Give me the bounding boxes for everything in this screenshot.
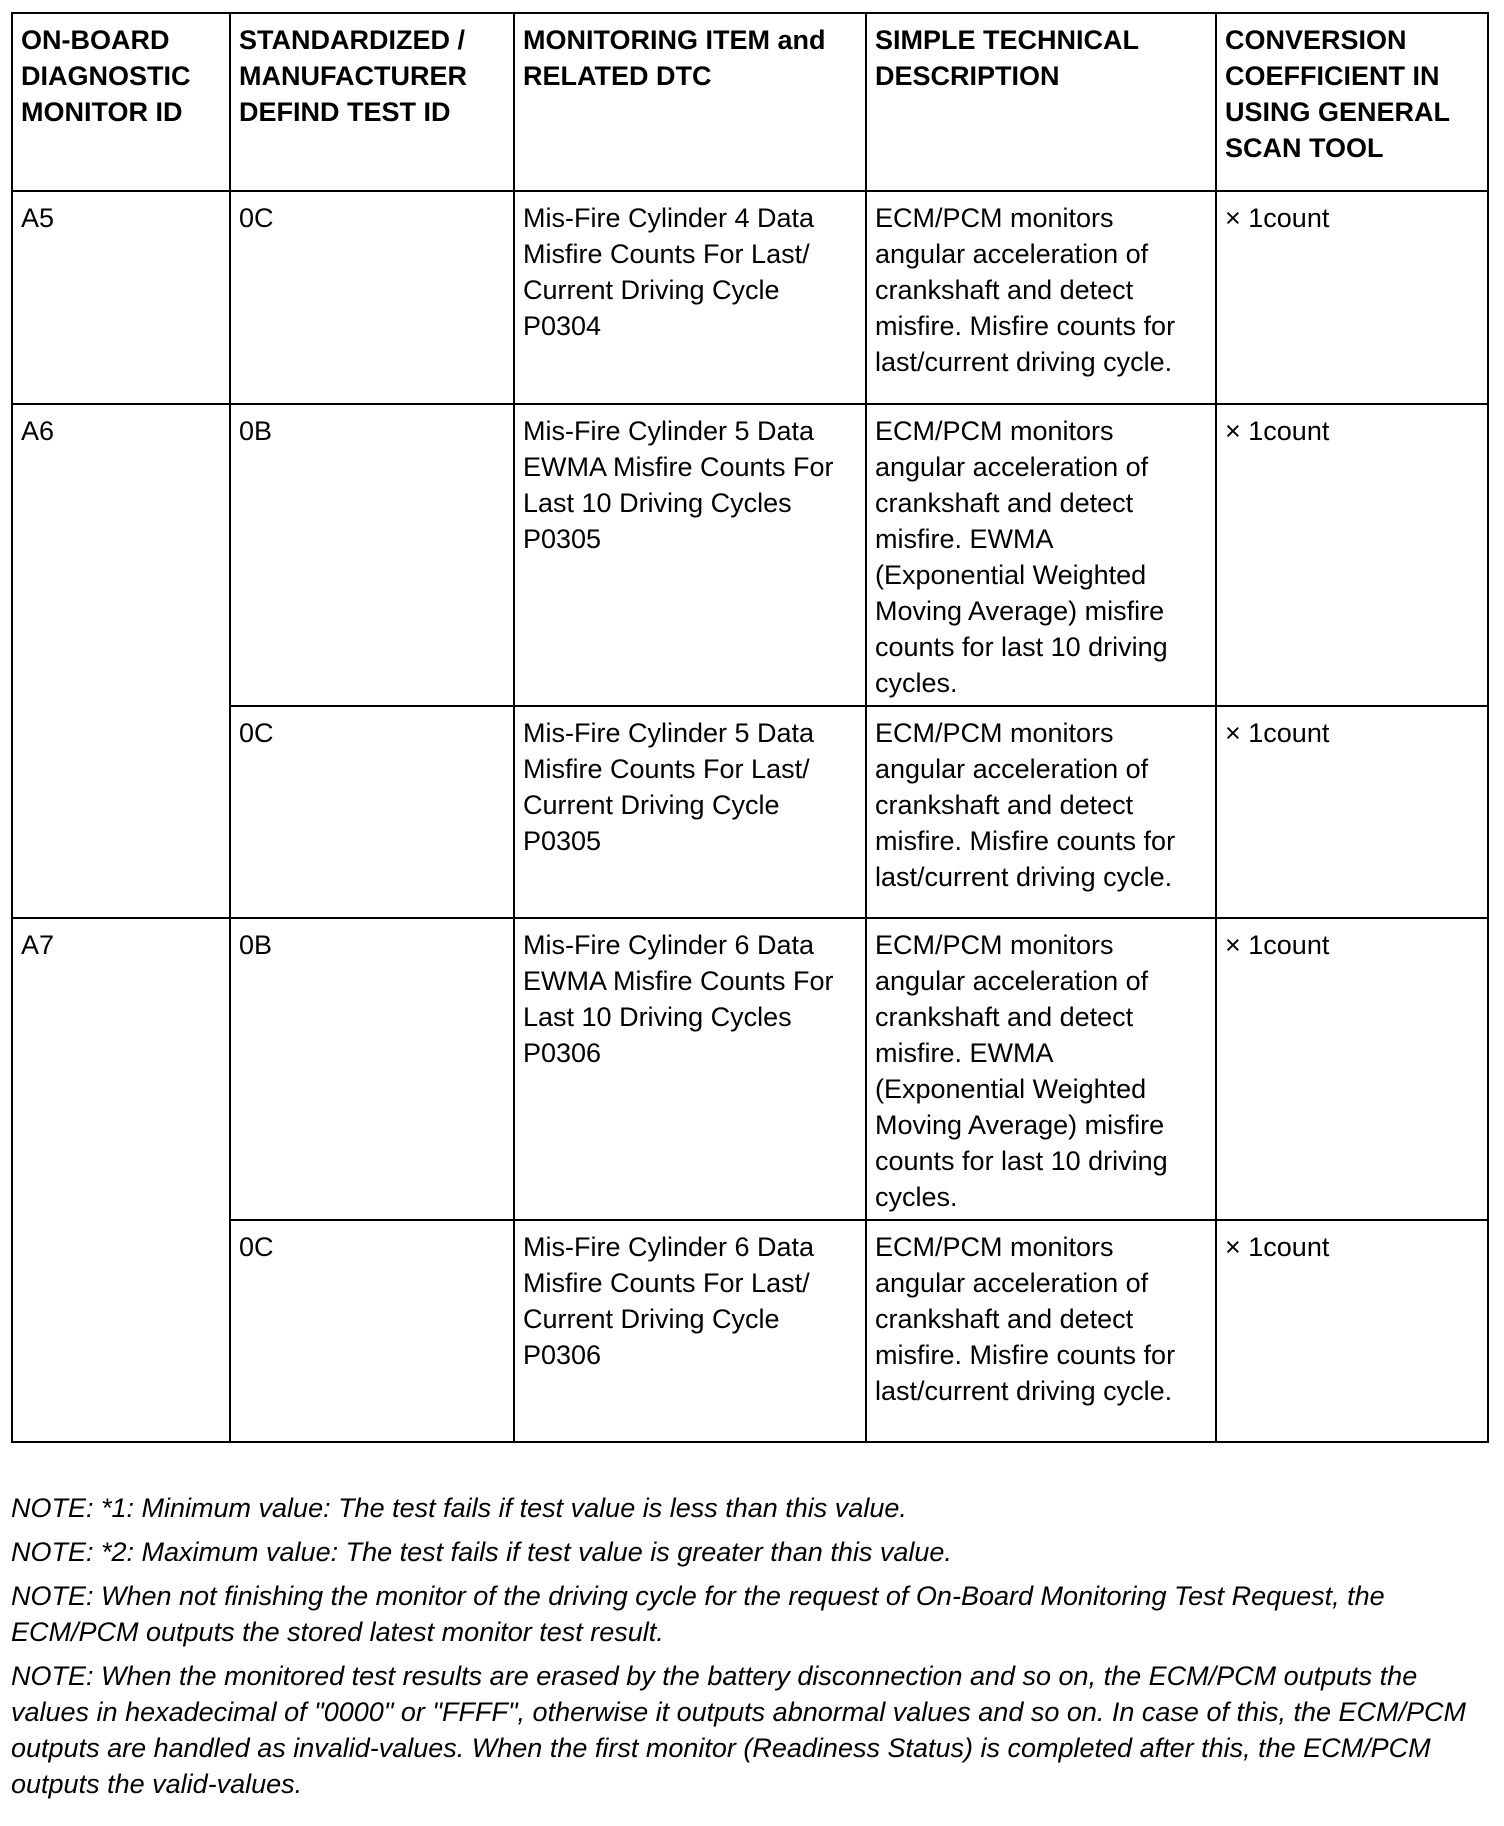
description-cell: ECM/PCM monitors angular acceleration of crankshaft and detect misfire. Misfire counts for last/current driving cycle. — [866, 191, 1216, 404]
test-id-cell: 0C — [230, 706, 514, 918]
header-test-id: STANDARDIZED / MANUFACTURER DEFIND TEST ID — [230, 13, 514, 191]
table-row — [12, 918, 1488, 1220]
monitoring-item-cell: Mis-Fire Cylinder 6 Data Misfire Counts For Last/ Current Driving Cycle P0306 — [514, 1220, 866, 1442]
table-row — [12, 404, 1488, 706]
note-minimum-value: NOTE: *1: Minimum value: The test fails if test value is less than this value. — [11, 1493, 907, 1523]
notes-section — [11, 1490, 1491, 1810]
coefficient-cell: × 1count — [1216, 706, 1488, 918]
table-row — [12, 191, 1488, 404]
monitoring-item-cell: Mis-Fire Cylinder 5 Data Misfire Counts For Last/ Current Driving Cycle P0305 — [514, 706, 866, 918]
test-id-cell: 0B — [230, 404, 514, 706]
description-cell: ECM/PCM monitors angular acceleration of crankshaft and detect misfire. EWMA (Exponential Weighted Moving Average) misfire counts for last 10 driving cycles. — [866, 404, 1216, 706]
header-conversion-coefficient: CONVERSION COEFFICIENT IN USING GENERAL SCAN TOOL — [1216, 13, 1488, 191]
header-monitoring-item: MONITORING ITEM and RELATED DTC — [514, 13, 866, 191]
coefficient-cell: × 1count — [1216, 918, 1488, 1220]
coefficient-cell: × 1count — [1216, 1220, 1488, 1442]
test-id-cell: 0C — [230, 1220, 514, 1442]
test-id-cell: 0B — [230, 918, 514, 1220]
note-stored-result: NOTE: When not finishing the monitor of the driving cycle for the request of On-Board Monitoring Test Request, the ECM/PCM outputs the stored latest monitor test result. — [11, 1581, 1385, 1647]
table-row — [12, 1220, 1488, 1442]
header-monitor-id: ON-BOARD DIAGNOSTIC MONITOR ID — [12, 13, 230, 191]
note-invalid-values: NOTE: When the monitored test results are erased by the battery disconnection and so on, the ECM/PCM outputs the values in hexadecimal of "0000" or "FFFF", otherwise it outputs abnormal values and so on. In case of this, the ECM/PCM outputs are handled as invalid-values. When the first monitor (Readiness Status) is completed after this, the ECM/PCM outputs the valid-values. — [11, 1661, 1467, 1799]
coefficient-cell: × 1count — [1216, 191, 1488, 404]
table-row — [12, 706, 1488, 918]
note-maximum-value: NOTE: *2: Maximum value: The test fails if test value is greater than this value. — [11, 1537, 952, 1567]
description-cell: ECM/PCM monitors angular acceleration of crankshaft and detect misfire. EWMA (Exponential Weighted Moving Average) misfire counts for last 10 driving cycles. — [866, 918, 1216, 1220]
monitor-id-cell: A7 — [12, 918, 230, 1442]
monitoring-item-cell: Mis-Fire Cylinder 4 Data Misfire Counts For Last/ Current Driving Cycle P0304 — [514, 191, 866, 404]
monitoring-item-cell: Mis-Fire Cylinder 6 Data EWMA Misfire Counts For Last 10 Driving Cycles P0306 — [514, 918, 866, 1220]
table-header-row — [12, 13, 1488, 191]
obd-monitor-table — [11, 12, 1489, 1443]
monitor-id-cell: A6 — [12, 404, 230, 918]
monitor-id-cell: A5 — [12, 191, 230, 404]
description-cell: ECM/PCM monitors angular acceleration of crankshaft and detect misfire. Misfire counts for last/current driving cycle. — [866, 1220, 1216, 1442]
test-id-cell: 0C — [230, 191, 514, 404]
coefficient-cell: × 1count — [1216, 404, 1488, 706]
monitoring-item-cell: Mis-Fire Cylinder 5 Data EWMA Misfire Counts For Last 10 Driving Cycles P0305 — [514, 404, 866, 706]
description-cell: ECM/PCM monitors angular acceleration of crankshaft and detect misfire. Misfire counts for last/current driving cycle. — [866, 706, 1216, 918]
header-description: SIMPLE TECHNICAL DESCRIPTION — [866, 13, 1216, 191]
